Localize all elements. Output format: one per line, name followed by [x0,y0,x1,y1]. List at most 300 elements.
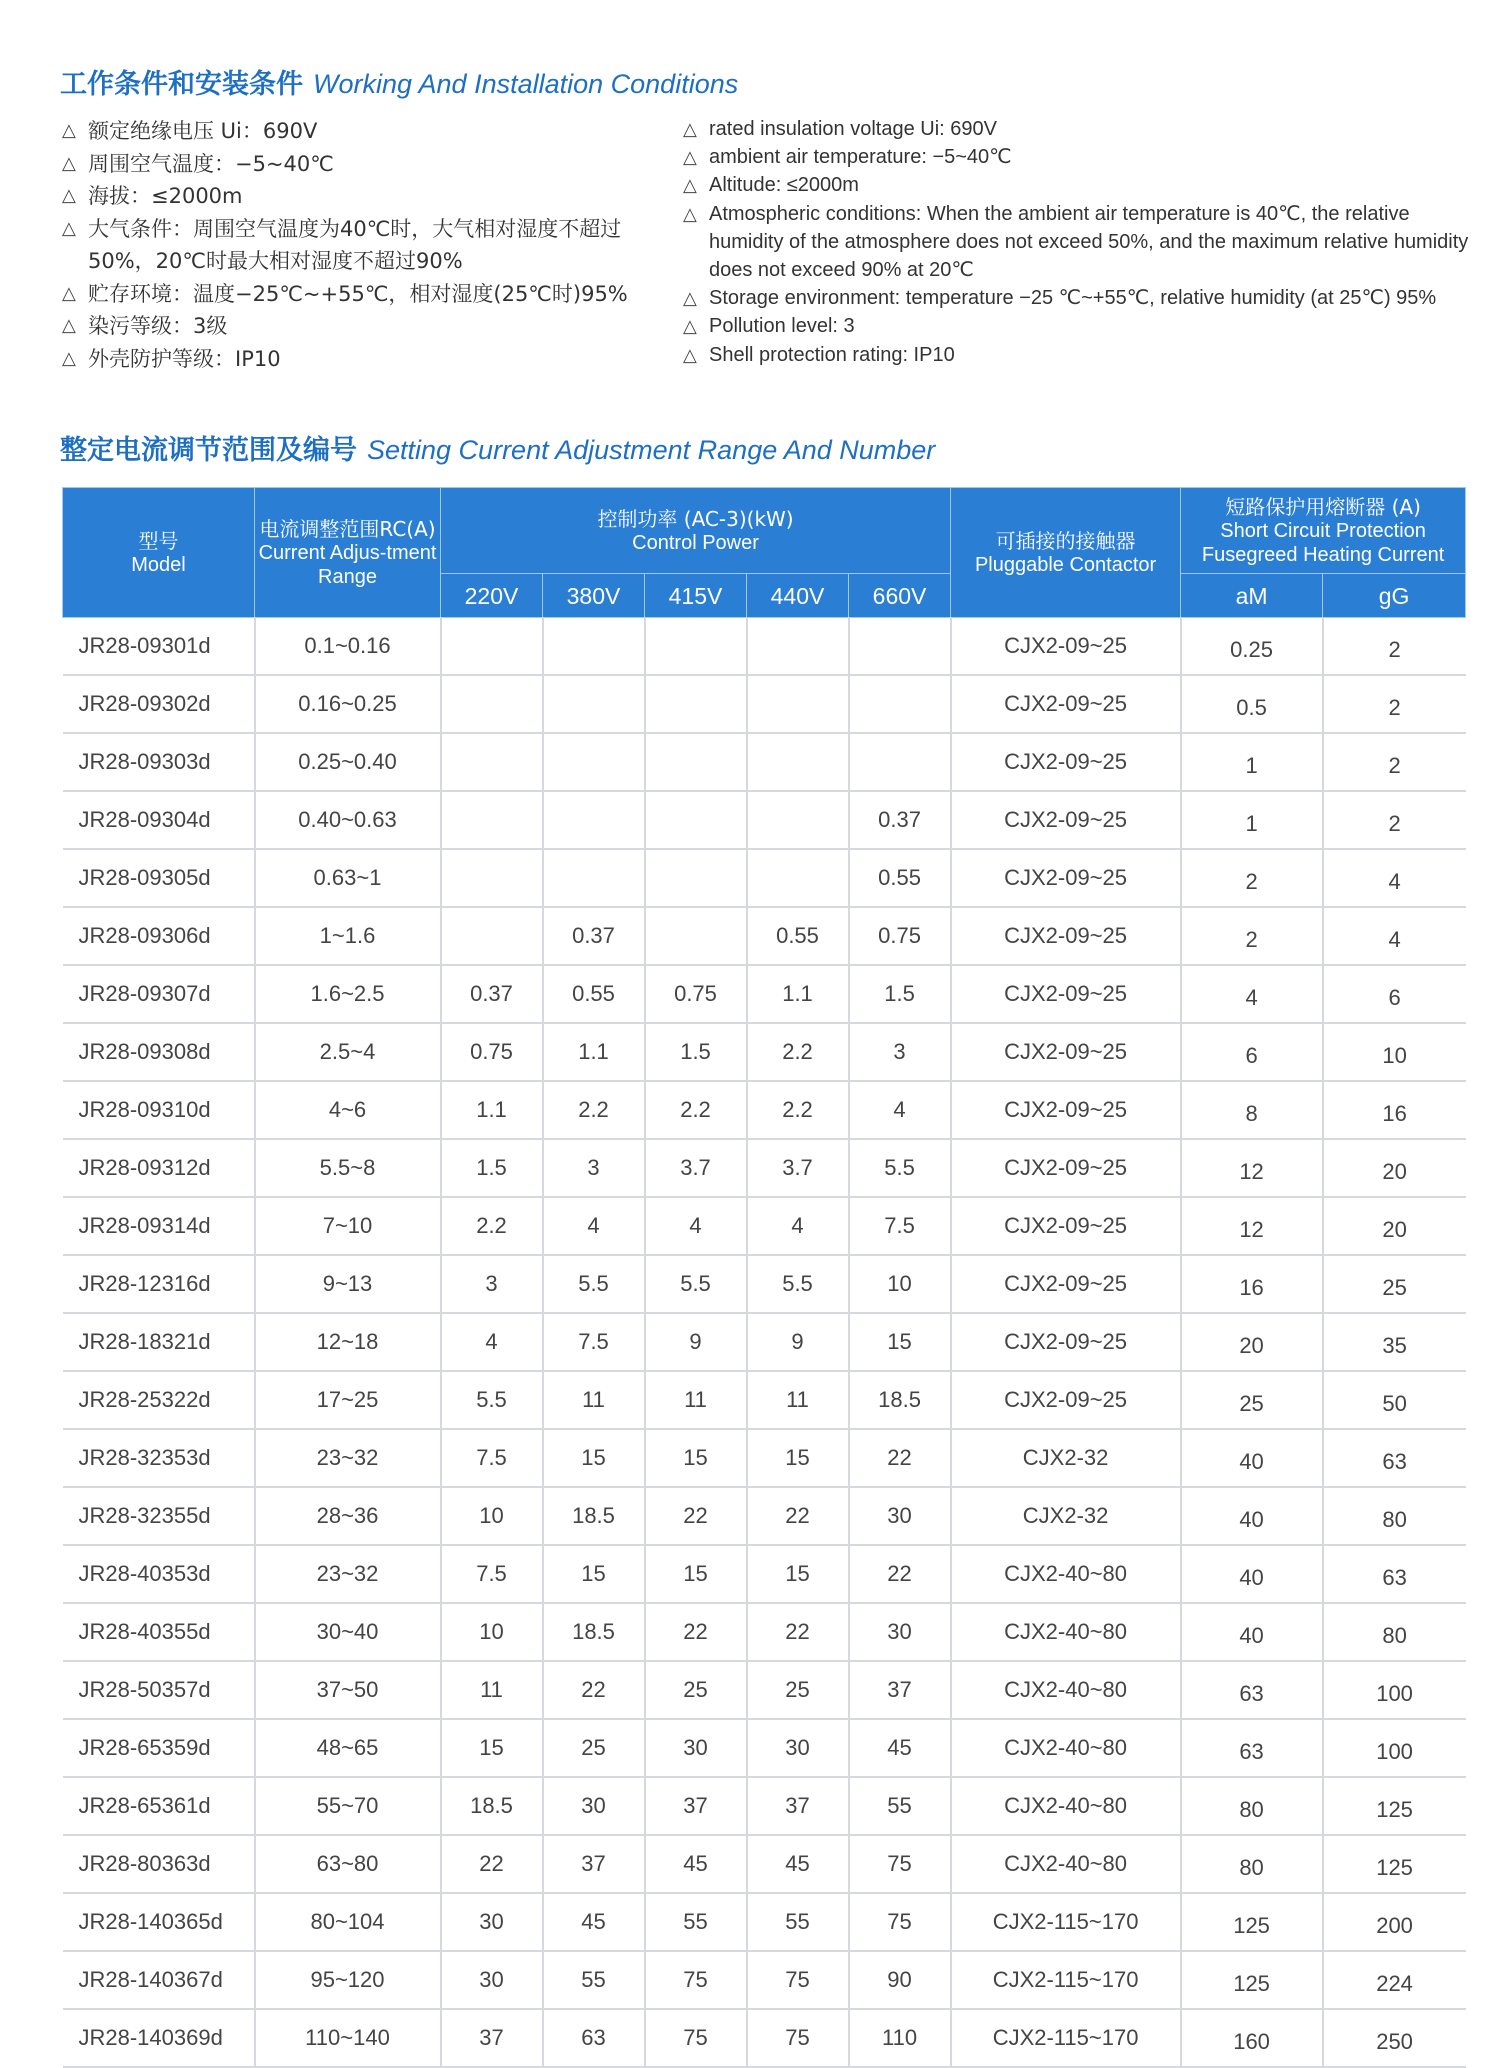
cell-power-415v: 22 [645,1487,747,1545]
cell-current-range: 0.63~1 [255,849,441,907]
cell-power-380v: 22 [543,1661,645,1719]
cell-power-660v: 90 [849,1951,951,2009]
cell-power-220v: 10 [441,1603,543,1661]
cell-power-415v: 45 [645,1835,747,1893]
cell-power-440v: 9 [747,1313,849,1371]
cell-power-415v [645,907,747,965]
cell-current-range: 55~70 [255,1777,441,1835]
condition-item-en: △ Altitude: ≤2000m [683,171,1483,199]
cell-fuse-am: 2 [1181,907,1323,965]
cell-power-380v: 30 [543,1777,645,1835]
cell-power-380v: 18.5 [543,1603,645,1661]
header-power-en: Control Power [632,531,759,554]
cell-model: JR28-09304d [63,791,255,849]
cell-power-660v: 30 [849,1603,951,1661]
cell-fuse-gg: 125 [1323,1777,1466,1835]
cell-contactor: CJX2-09~25 [951,1139,1181,1197]
cell-power-440v: 22 [747,1487,849,1545]
cell-power-380v: 25 [543,1719,645,1777]
table-row [63,1023,1466,1081]
cell-power-440v: 11 [747,1371,849,1429]
cell-fuse-am: 25 [1181,1371,1323,1429]
cell-power-660v: 4 [849,1081,951,1139]
cell-power-415v: 3.7 [645,1139,747,1197]
cell-power-440v: 0.55 [747,907,849,965]
cell-power-440v: 75 [747,2009,849,2067]
cell-power-380v: 63 [543,2009,645,2067]
table-row [63,1835,1466,1893]
cell-power-380v: 11 [543,1371,645,1429]
cell-power-660v: 55 [849,1777,951,1835]
header-fuse-cn: 短路保护用熔断器 (A) [1225,494,1421,519]
table-row [63,1255,1466,1313]
cell-model: JR28-09307d [63,965,255,1023]
cell-fuse-gg: 100 [1323,1661,1466,1719]
cell-contactor: CJX2-09~25 [951,1313,1181,1371]
condition-item-en: △ Pollution level: 3 [683,312,1483,340]
cell-contactor: CJX2-40~80 [951,1661,1181,1719]
cell-contactor: CJX2-40~80 [951,1777,1181,1835]
condition-item-cn: △ 大气条件：周围空气温度为40℃时，大气相对湿度不超过50%，20℃时最大相对湿度不超过90% [62,213,642,278]
cell-power-220v: 18.5 [441,1777,543,1835]
cell-power-220v: 1.1 [441,1081,543,1139]
cell-fuse-am: 40 [1181,1487,1323,1545]
cell-contactor: CJX2-09~25 [951,618,1181,676]
cell-contactor: CJX2-32 [951,1487,1181,1545]
cell-model: JR28-140367d [63,1951,255,2009]
cell-power-660v: 22 [849,1429,951,1487]
cell-contactor: CJX2-09~25 [951,733,1181,791]
table-row [63,1197,1466,1255]
cell-power-415v: 22 [645,1603,747,1661]
cell-fuse-gg: 125 [1323,1835,1466,1893]
table-row [63,2009,1466,2067]
cell-power-440v: 25 [747,1661,849,1719]
table-row [63,1139,1466,1197]
header-contactor-cn: 可插接的接触器 [995,528,1136,553]
cell-power-220v [441,849,543,907]
cell-fuse-gg: 224 [1323,1951,1466,2009]
cell-power-220v [441,733,543,791]
cell-fuse-am: 6 [1181,1023,1323,1081]
cell-fuse-gg: 4 [1323,907,1466,965]
cell-current-range: 0.1~0.16 [255,618,441,676]
cell-power-660v: 75 [849,1893,951,1951]
cell-contactor: CJX2-40~80 [951,1719,1181,1777]
cell-model: JR28-40353d [63,1545,255,1603]
cell-current-range: 2.5~4 [255,1023,441,1081]
condition-item-cn: △ 贮存环境：温度−25℃~+55℃，相对湿度(25℃时)95% [62,278,642,311]
section-title-conditions [60,62,738,101]
cell-current-range: 37~50 [255,1661,441,1719]
cell-model: JR28-09303d [63,733,255,791]
cell-current-range: 7~10 [255,1197,441,1255]
header-voltage-380: 380V [543,574,645,618]
cell-contactor: CJX2-09~25 [951,1255,1181,1313]
cell-model: JR28-32353d [63,1429,255,1487]
cell-power-380v: 55 [543,1951,645,2009]
cell-power-660v: 7.5 [849,1197,951,1255]
cell-contactor: CJX2-115~170 [951,2009,1181,2067]
cell-fuse-am: 12 [1181,1139,1323,1197]
cell-power-220v: 0.37 [441,965,543,1023]
cell-contactor: CJX2-115~170 [951,1951,1181,2009]
cell-contactor: CJX2-09~25 [951,675,1181,733]
cell-fuse-gg: 20 [1323,1139,1466,1197]
cell-power-660v: 10 [849,1255,951,1313]
cell-power-660v [849,618,951,676]
cell-power-660v: 0.75 [849,907,951,965]
cell-power-415v: 75 [645,2009,747,2067]
cell-model: JR28-09308d [63,1023,255,1081]
conditions-list-en [683,115,1483,369]
cell-power-660v: 0.55 [849,849,951,907]
section-title-setting-current [60,428,935,467]
cell-fuse-am: 8 [1181,1081,1323,1139]
cell-power-380v: 4 [543,1197,645,1255]
cell-contactor: CJX2-40~80 [951,1545,1181,1603]
condition-item-en: △ rated insulation voltage Ui: 690V [683,115,1483,143]
cell-model: JR28-140365d [63,1893,255,1951]
cell-power-220v: 22 [441,1835,543,1893]
cell-fuse-gg: 2 [1323,733,1466,791]
cell-power-660v: 15 [849,1313,951,1371]
cell-fuse-am: 40 [1181,1429,1323,1487]
header-voltage-415: 415V [645,574,747,618]
cell-power-660v: 1.5 [849,965,951,1023]
cell-current-range: 23~32 [255,1545,441,1603]
cell-power-415v: 30 [645,1719,747,1777]
cell-fuse-gg: 2 [1323,618,1466,676]
cell-fuse-gg: 63 [1323,1545,1466,1603]
cell-power-415v: 25 [645,1661,747,1719]
cell-current-range: 48~65 [255,1719,441,1777]
cell-power-380v [543,733,645,791]
cell-current-range: 23~32 [255,1429,441,1487]
cell-fuse-gg: 16 [1323,1081,1466,1139]
table-row [63,1081,1466,1139]
cell-fuse-gg: 35 [1323,1313,1466,1371]
cell-power-660v: 30 [849,1487,951,1545]
cell-power-220v: 5.5 [441,1371,543,1429]
header-fuse-gg: gG [1323,574,1466,618]
cell-power-415v: 55 [645,1893,747,1951]
cell-contactor: CJX2-09~25 [951,1371,1181,1429]
cell-power-380v: 3 [543,1139,645,1197]
table-row [63,1777,1466,1835]
cell-fuse-am: 16 [1181,1255,1323,1313]
cell-model: JR28-09302d [63,675,255,733]
header-fuse-en-1: Short Circuit Protection [1220,519,1426,542]
cell-fuse-am: 0.5 [1181,675,1323,733]
cell-fuse-am: 125 [1181,1893,1323,1951]
cell-power-440v: 3.7 [747,1139,849,1197]
cell-fuse-gg: 4 [1323,849,1466,907]
cell-current-range: 28~36 [255,1487,441,1545]
section-title-en: Setting Current Adjustment Range And Number [367,435,936,465]
cell-power-220v [441,791,543,849]
cell-fuse-gg: 10 [1323,1023,1466,1081]
cell-power-380v: 15 [543,1429,645,1487]
header-model [63,488,255,618]
cell-current-range: 1~1.6 [255,907,441,965]
cell-fuse-am: 160 [1181,2009,1323,2067]
cell-power-220v: 7.5 [441,1545,543,1603]
cell-power-220v: 10 [441,1487,543,1545]
cell-power-440v: 22 [747,1603,849,1661]
table-row [63,1719,1466,1777]
cell-current-range: 4~6 [255,1081,441,1139]
cell-fuse-am: 125 [1181,1951,1323,2009]
cell-power-380v: 1.1 [543,1023,645,1081]
cell-contactor: CJX2-09~25 [951,1023,1181,1081]
table-row [63,965,1466,1023]
cell-model: JR28-09314d [63,1197,255,1255]
cell-fuse-gg: 25 [1323,1255,1466,1313]
cell-power-220v: 15 [441,1719,543,1777]
cell-power-380v: 0.37 [543,907,645,965]
cell-power-220v: 2.2 [441,1197,543,1255]
table-row [63,1313,1466,1371]
cell-fuse-am: 40 [1181,1603,1323,1661]
cell-power-220v: 1.5 [441,1139,543,1197]
cell-power-220v: 7.5 [441,1429,543,1487]
cell-power-220v: 11 [441,1661,543,1719]
cell-model: JR28-32355d [63,1487,255,1545]
cell-fuse-gg: 63 [1323,1429,1466,1487]
cell-contactor: CJX2-09~25 [951,907,1181,965]
cell-power-660v: 18.5 [849,1371,951,1429]
cell-power-440v [747,675,849,733]
cell-contactor: CJX2-09~25 [951,791,1181,849]
header-range-cn: 电流调整范围RC(A) [259,516,436,541]
cell-power-660v: 110 [849,2009,951,2067]
table-row [63,1661,1466,1719]
cell-power-440v: 15 [747,1429,849,1487]
cell-fuse-am: 80 [1181,1777,1323,1835]
header-contactor-en: Pluggable Contactor [974,553,1157,576]
cell-power-660v [849,675,951,733]
cell-fuse-gg: 100 [1323,1719,1466,1777]
cell-power-660v: 75 [849,1835,951,1893]
cell-power-415v [645,791,747,849]
table-row [63,1951,1466,2009]
cell-fuse-am: 12 [1181,1197,1323,1255]
conditions-list-cn [62,115,642,375]
cell-power-380v: 15 [543,1545,645,1603]
cell-fuse-am: 2 [1181,849,1323,907]
table-row [63,675,1466,733]
cell-current-range: 5.5~8 [255,1139,441,1197]
header-voltage-440: 440V [747,574,849,618]
table-row [63,618,1466,676]
cell-contactor: CJX2-09~25 [951,1197,1181,1255]
cell-power-440v: 30 [747,1719,849,1777]
cell-power-440v [747,618,849,676]
cell-power-660v: 3 [849,1023,951,1081]
header-voltage-220: 220V [441,574,543,618]
cell-power-380v [543,791,645,849]
cell-fuse-am: 1 [1181,791,1323,849]
cell-power-660v: 22 [849,1545,951,1603]
table-row [63,1603,1466,1661]
table-row [63,1893,1466,1951]
condition-item-en: △ Storage environment: temperature −25 ℃~+55℃, relative humidity (at 25℃) 95% [683,284,1483,312]
condition-item-cn: △ 染污等级：3级 [62,310,642,343]
cell-power-415v [645,733,747,791]
cell-fuse-gg: 2 [1323,791,1466,849]
table-row [63,1545,1466,1603]
cell-power-220v [441,907,543,965]
condition-item-cn: △ 外壳防护等级：IP10 [62,343,642,376]
condition-item-en: △ Atmospheric conditions: When the ambient air temperature is 40℃, the relative humidity of the atmosphere does not exceed 50%, and the maximum relative humidity does not exceed 90% at 20℃ [683,200,1483,285]
cell-power-380v: 18.5 [543,1487,645,1545]
cell-model: JR28-25322d [63,1371,255,1429]
cell-model: JR28-09306d [63,907,255,965]
cell-fuse-am: 63 [1181,1661,1323,1719]
cell-power-415v [645,618,747,676]
condition-item-en: △ ambient air temperature: −5~40℃ [683,143,1483,171]
cell-power-440v: 45 [747,1835,849,1893]
cell-contactor: CJX2-09~25 [951,1081,1181,1139]
cell-power-415v: 9 [645,1313,747,1371]
cell-power-440v: 37 [747,1777,849,1835]
cell-fuse-am: 0.25 [1181,618,1323,676]
table-row [63,907,1466,965]
cell-power-440v: 75 [747,1951,849,2009]
cell-current-range: 80~104 [255,1893,441,1951]
cell-power-220v: 0.75 [441,1023,543,1081]
cell-power-415v: 75 [645,1951,747,2009]
condition-item-cn: △ 周围空气温度：−5~40℃ [62,148,642,181]
section-title-cn: 整定电流调节范围及编号 [60,435,357,466]
cell-power-380v: 37 [543,1835,645,1893]
cell-current-range: 9~13 [255,1255,441,1313]
cell-power-440v: 1.1 [747,965,849,1023]
table-row [63,1371,1466,1429]
cell-fuse-gg: 50 [1323,1371,1466,1429]
cell-power-380v: 2.2 [543,1081,645,1139]
cell-model: JR28-09310d [63,1081,255,1139]
cell-power-660v: 5.5 [849,1139,951,1197]
cell-fuse-am: 40 [1181,1545,1323,1603]
cell-fuse-am: 63 [1181,1719,1323,1777]
cell-current-range: 0.40~0.63 [255,791,441,849]
section-title-en: Working And Installation Conditions [313,69,739,99]
cell-fuse-gg: 80 [1323,1487,1466,1545]
cell-power-380v: 45 [543,1893,645,1951]
condition-item-cn: △ 额定绝缘电压 Ui：690V [62,115,642,148]
cell-power-380v [543,675,645,733]
header-fuse-am: aM [1181,574,1323,618]
cell-fuse-gg: 200 [1323,1893,1466,1951]
cell-power-380v [543,849,645,907]
cell-power-415v: 11 [645,1371,747,1429]
cell-power-415v: 15 [645,1429,747,1487]
cell-power-220v: 3 [441,1255,543,1313]
cell-current-range: 12~18 [255,1313,441,1371]
header-current-range [255,488,441,618]
cell-power-380v: 0.55 [543,965,645,1023]
header-fuse [1181,488,1466,574]
condition-item-en: △ Shell protection rating: IP10 [683,341,1483,369]
cell-power-415v: 37 [645,1777,747,1835]
cell-power-220v: 30 [441,1893,543,1951]
cell-model: JR28-65359d [63,1719,255,1777]
cell-power-220v [441,675,543,733]
cell-fuse-gg: 2 [1323,675,1466,733]
cell-power-380v: 7.5 [543,1313,645,1371]
table-row [63,733,1466,791]
cell-current-range: 110~140 [255,2009,441,2067]
cell-power-220v: 4 [441,1313,543,1371]
cell-fuse-am: 80 [1181,1835,1323,1893]
cell-power-380v [543,618,645,676]
cell-model: JR28-50357d [63,1661,255,1719]
cell-current-range: 95~120 [255,1951,441,2009]
cell-power-440v [747,791,849,849]
cell-fuse-am: 20 [1181,1313,1323,1371]
cell-power-415v: 15 [645,1545,747,1603]
cell-model: JR28-09305d [63,849,255,907]
cell-power-220v: 30 [441,1951,543,2009]
cell-fuse-gg: 80 [1323,1603,1466,1661]
header-power-cn: 控制功率 (AC-3)(kW) [597,506,794,531]
header-control-power [441,488,951,574]
cell-contactor: CJX2-115~170 [951,1893,1181,1951]
header-fuse-en-2: Fusegreed Heating Current [1201,543,1445,566]
cell-power-415v: 4 [645,1197,747,1255]
cell-contactor: CJX2-40~80 [951,1835,1181,1893]
cell-power-660v: 37 [849,1661,951,1719]
header-model-cn: 型号 [138,528,179,553]
cell-power-440v: 2.2 [747,1023,849,1081]
cell-current-range: 63~80 [255,1835,441,1893]
setting-current-table [62,487,1466,2068]
header-model-en: Model [131,553,186,576]
cell-power-440v: 4 [747,1197,849,1255]
cell-power-220v [441,618,543,676]
cell-power-415v: 1.5 [645,1023,747,1081]
cell-contactor: CJX2-40~80 [951,1603,1181,1661]
condition-item-cn: △ 海拔：≤2000m [62,180,642,213]
section-title-cn: 工作条件和安装条件 [60,69,303,100]
cell-power-440v: 5.5 [747,1255,849,1313]
table-row [63,1429,1466,1487]
cell-fuse-gg: 6 [1323,965,1466,1023]
cell-current-range: 1.6~2.5 [255,965,441,1023]
cell-power-415v: 5.5 [645,1255,747,1313]
table-header [63,488,1466,618]
cell-current-range: 17~25 [255,1371,441,1429]
cell-model: JR28-80363d [63,1835,255,1893]
cell-model: JR28-40355d [63,1603,255,1661]
cell-power-440v [747,733,849,791]
header-range-en: Current Adjus-tment Range [258,541,437,588]
cell-model: JR28-09312d [63,1139,255,1197]
cell-power-380v: 5.5 [543,1255,645,1313]
cell-contactor: CJX2-09~25 [951,849,1181,907]
cell-fuse-am: 1 [1181,733,1323,791]
table-body [63,618,1466,2068]
cell-model: JR28-09301d [63,618,255,676]
cell-power-660v [849,733,951,791]
cell-power-415v [645,849,747,907]
cell-power-660v: 45 [849,1719,951,1777]
cell-power-440v: 2.2 [747,1081,849,1139]
cell-power-220v: 37 [441,2009,543,2067]
cell-fuse-gg: 20 [1323,1197,1466,1255]
